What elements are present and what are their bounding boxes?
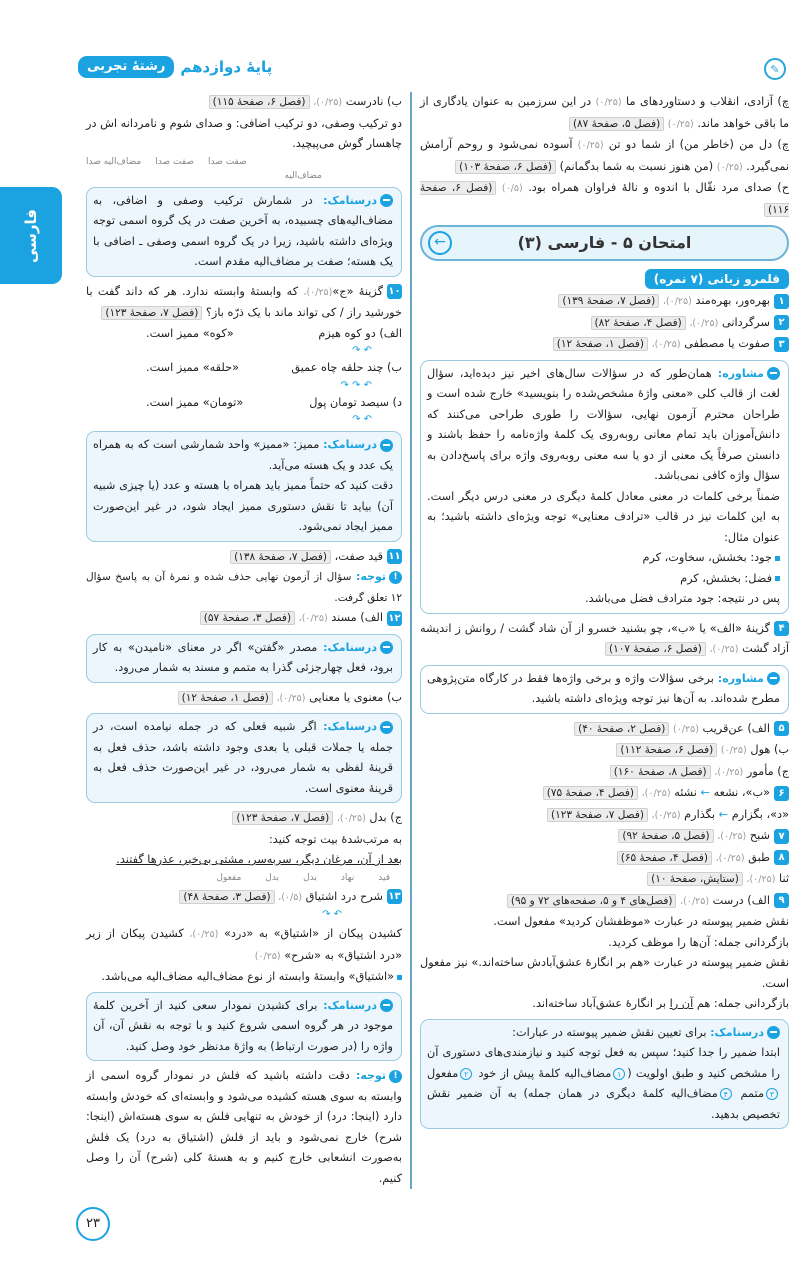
answer-item: ۱بهره‌ور، بهره‌مند (۰/۲۵)، (فصل ۷، صفحهٔ ۱۳۹) [420, 291, 789, 313]
answer-line: چ) دل من (خاطر من) از شما دو تن (۰/۲۵) آسوده نمی‌شود و روحم آرامش نمی‌گیرد. (۰/۲۵) (من هنوز نسبت به شما بدگمانم) (فصل ۶، صفحهٔ ۱۰۳) [420, 138, 790, 173]
speech-bubble-icon [380, 641, 393, 654]
answer-item: ج) مأمور (۰/۲۵)، (فصل ۸، صفحهٔ ۱۶۰) [420, 762, 789, 784]
tip-box: درسنامک: برای کشیدن نمودار سعی کنید از آخرین کلمهٔ موجود در هر گروه اسمی شروع کنید و با توجه به نقش آن، آن واژه را (در صورت ارتباط) به واژهٔ مدنظر خود وصل کنید. [86, 992, 402, 1062]
exam-title: امتحان ۵ - فارسی (۳) [517, 232, 692, 252]
reference: (فصل ۶، صفحهٔ ۱۰۳) [455, 160, 556, 174]
page-header [0, 0, 805, 92]
speech-bubble-icon [380, 439, 393, 452]
answer-item: ۱۲الف) مسند (۰/۲۵)، (فصل ۳، صفحهٔ ۵۷) [86, 608, 402, 630]
field-badge: رشتهٔ تجربی [78, 56, 174, 78]
answer-item: ۱۰گزینهٔ «ج»(۰/۲۵)، که وابستهٔ وابسته ندارد. هر که داند گفت با خورشید راز / کی تواند ماند با یک ذرّه باز؟ (فصل ۷، صفحهٔ ۱۲۳) [86, 284, 402, 319]
answer-item: ثنا (۰/۲۵)، (ستایش، صفحهٔ ۱۰) [420, 869, 789, 891]
speech-bubble-icon [380, 194, 393, 207]
answer-line: ح) صدای مرد نقّال با اندوه و نالهٔ فراوان همراه بود. (۰/۵) (فصل ۶، صفحهٔ ۱۱۶) [420, 181, 790, 216]
verse: بعد از آن، مرغان دیگر، سربه‌سر، مشتی بی‌خبر، عذرها گفتند. [116, 853, 402, 866]
section-title: قلمرو زبانی (۷ نمره) [645, 269, 789, 289]
answer-item: ۴گزینهٔ «الف» یا «ب»، چو بشنید خسرو از آن شاد گشت / روانش ز اندیشه آزاد گشت (۰/۲۵)، (فصل ۶، صفحهٔ ۱۰۷) [420, 621, 789, 655]
tip-box: درسنامک: برای تعیین نقش ضمیر پیوسته در عبارات: ابتدا ضمیر را جدا کنید؛ سپس به فعل توجه کنید و نیازمندی‌های دستوری آن را مشخص کنید و طبق اولویت (۱مضاف‌الیه کلمهٔ پیش از خود ۲مفعول ۳متمم ۴مضاف‌الیه کلمهٔ دیگری در همان جمله) به آن ضمیر نقش تخصیص بدهید. [420, 1019, 789, 1130]
answer-item: ج) بدل (۰/۲۵)، (فصل ۷، صفحهٔ ۱۲۳) [86, 808, 402, 830]
answer-item: ۶«ب»، نشعه ← نشئه (۰/۲۵)، (فصل ۴، صفحهٔ ۷۵) [420, 783, 789, 805]
curved-arrows-icon: ↶ ↷ [322, 909, 342, 920]
speech-bubble-icon [767, 672, 780, 685]
answer-item: ۹الف) درست (۰/۲۵)، (فصل‌های ۴ و ۵، صفحه‌های ۷۲ و ۹۵) [420, 891, 789, 913]
answer-line: چ) آزادی، انقلاب و دستاوردهای ما (۰/۲۵) در این سرزمین به عنوان یادگاری از ما باقی خواهد ماند. (۰/۲۵) (فصل ۵، صفحهٔ ۸۷) [420, 95, 790, 130]
columns [0, 92, 805, 1189]
example-line: ب) چند حلقه چاه عمیق «حلقه» ممیز است. [146, 361, 402, 374]
annotation-row: مضاف‌الیه [284, 170, 322, 181]
answer-item: «د»، بگزارم ← بگذارم (۰/۲۵)، (فصل ۷، صفحهٔ ۱۲۳) [420, 805, 789, 827]
tip-box: درسنامک: مصدر «گفتن» اگر در معنای «نامیدن» به کار برود، فعل چهارجزئی گذرا به متمم و مسند به شمار می‌رود. [86, 634, 402, 683]
page-footer [0, 1199, 805, 1269]
curved-arrows-icon: ↶ ↷ ↷ [340, 379, 372, 391]
speech-bubble-icon [380, 721, 393, 734]
bullet-square-icon [775, 556, 780, 561]
column-divider [410, 92, 412, 1189]
exclamation-icon: ! [389, 571, 402, 584]
advice-box: مشاوره: برخی سؤالات واژه و برخی واژه‌ها فقط در کارگاه متن‌پژوهی مطرح شده‌اند. به آن‌ها نیز توجه ویژه‌ای داشته باشید. [420, 665, 789, 714]
curved-arrows-icon: ↶ ↷ [352, 414, 372, 425]
bullet-square-icon [775, 576, 780, 581]
speech-bubble-icon [767, 1026, 780, 1039]
speech-bubble-icon [767, 367, 780, 380]
answer-item: ب) معنوی یا معنایی (۰/۲۵)، (فصل ۱، صفحهٔ ۱۲) [86, 688, 402, 710]
example-line: د) سیصد تومان پول «تومان» ممیز است. [146, 395, 402, 409]
grammar-roles: قید نهاد بدل بدل مفعول [216, 872, 390, 883]
left-column: ب) نادرست (۰/۲۵)، (فصل ۶، صفحهٔ ۱۱۵) دو ترکیب وصفی، دو ترکیب اضافی: و صدای شوم و نامردانه اش در چاهسار گوش می‌پیچید. صفت صدا صفت صدا مضاف‌الیه صدا مضاف‌الیه درسنامک: در شمارش ترکیب وصفی و اضافی، به مضاف‌الیه‌های چسبیده، به آخرین صفت در یک گروه اسمی توجه ویژه‌ای داشته باشید، زیرا در یک گروه اسمی وصفی ـ اضافی با یک هسته؛ صفت بر مضاف‌الیه مقدم است. ۱۰گزینهٔ «ج»(۰/۲۵)، که وابستهٔ وابسته ندارد. هر که داند گفت با خورشید راز / کی تواند ماند با یک ذرّه باز؟ (فصل ۷، صفحهٔ ۱۲۳) الف) دو کوه هیزم «کوه» ممیز است. ↶ ↷ ب) چند حلقه چاه عمیق «حلقه» ممیز است. ↶ ↷ ↷ د) سیصد تومان پول «تومان» ممیز است. ↶ ↷ درسنامک: ممیز: «ممیز» واحد شمارشی است که به همراه یک عدد و یک هسته می‌آید. دقت کنید که حتماً ممیز باید همراه با هسته و عدد (یا چیزی شبیه آن) بیاید تا نقش دستوری ممیز ایجاد شود، در غیر این‌صورت ممیز ایجاد نمی‌شود. ۱۱قید صفت، (فصل ۷، صفحهٔ ۱۳۸) !توجه: سؤال از آزمون نهایی حذف شده و نمرهٔ آن به پاسخ سؤال ۱۲ تعلق گرفت. ۱۲الف) مسند (۰/۲۵)، (فصل ۳، صفحهٔ ۵۷) درسنامک: مصدر «گفتن» اگر در معنای «نامیدن» به کار برود، فعل چهارجزئی گذرا به متمم و مسند به شمار می‌رود. ب) معنوی یا معنایی (۰/۲۵)، (فصل ۱، صفحهٔ ۱۲) درسنامک: اگر شبیه فعلی که در جمله نیامده است، در جمله یا جملات قبلی یا بعدی وجود داشته باشد، حذف فعل به قرینهٔ لفظی به شمار می‌رود، در غیر این‌صورت حذف فعل به قرینهٔ معنوی است. ج) بدل (۰/۲۵)، (فصل ۷، صفحهٔ ۱۲۳) به مرتب‌شدهٔ بیت توجه کنید: بعد از آن، مرغان دیگر، سربه‌سر، مشتی بی‌خبر، عذرها گفتند. قید نهاد بدل بدل مفعول ۱۳شرح درد اشتیاق (۰/۵)، (فصل ۳، صفحهٔ ۴۸) ↶ ↷ کشیدن پیکان از «اشتیاق» به «درد» (۰/۲۵)، کشیدن پیکان از زیر «درد اشتیاق» به «شرح» (۰/۲۵) «اشتیاق» وابستهٔ وابسته از نوع مضاف‌الیه مضاف‌الیه می‌باشد. درسنامک: برای کشیدن نمودار سعی کنید از آخرین کلمهٔ موجود در هر گروه اسمی شروع کنید و با توجه به نقش آن، آن واژه را (در صورت ارتباط) به واژهٔ مدنظر خود وصل کنید. !توجه: دقت داشته باشید که فلش در نمودار گروه اسمی از وابسته به سوی هسته کشیده می‌شود و وابسته‌ای که خودش وابسته دارد (اینجا: درد) از خودش به تنهایی فلش به سوی هسته‌اش (اینجا: شرح) خارج نمی‌شود و باید از فلش (اشتیاق به درد) یک فلش به‌صورت انشعابی خارج کنیم و به هستهٔ کلی (شرح) آن را وصل کنیم. [86, 92, 402, 1189]
exclamation-icon: ! [389, 1070, 402, 1083]
answer-item: ۵الف) عن‌قریب (۰/۲۵) (فصل ۲، صفحهٔ ۴۰) [420, 719, 789, 741]
speech-bubble-icon [380, 999, 393, 1012]
bullet-square-icon [397, 975, 402, 980]
curved-arrows-icon: ↶ ↷ [352, 345, 372, 356]
tip-box: درسنامک: در شمارش ترکیب وصفی و اضافی، به مضاف‌الیه‌های چسبیده، به آخرین صفت در یک گروه اسمی توجه ویژه‌ای داشته باشید، زیرا در یک گروه اسمی وصفی ـ اضافی با یک هسته؛ صفت بر مضاف‌الیه مقدم است. [86, 187, 402, 277]
answer-item: ۸طبق (۰/۲۵)، (فصل ۴، صفحهٔ ۶۵) [420, 848, 789, 870]
arrow-icon: ← [700, 786, 710, 799]
reference: (فصل ۵، صفحهٔ ۸۷) [569, 117, 664, 131]
reference: (فصل ۶، صفحهٔ ۱۱۶) [420, 182, 789, 216]
arrow-icon: ← [718, 807, 729, 821]
answer-item: ۱۳شرح درد اشتیاق (۰/۵)، (فصل ۳، صفحهٔ ۴۸) [86, 887, 402, 909]
right-column: چ) آزادی، انقلاب و دستاوردهای ما (۰/۲۵) در این سرزمین به عنوان یادگاری از ما باقی خواهد ماند. (۰/۲۵) (فصل ۵، صفحهٔ ۸۷) چ) دل من (خاطر من) از شما دو تن (۰/۲۵) آسوده نمی‌شود و روحم آرامش نمی‌گیرد. (۰/۲۵) (من هنوز نسبت به شما بدگمانم) (فصل ۶، صفحهٔ ۱۰۳) ح) صدای مرد نقّال با اندوه و نالهٔ فراوان همراه بود. (۰/۵) (فصل ۶، صفحهٔ ۱۱۶) امتحان ۵ - فارسی (۳) ← قلمرو زبانی (۷ نمره) ۱بهره‌ور، بهره‌مند (۰/۲۵)، (فصل ۷، صفحهٔ ۱۳۹) ۲سرگردانی (۰/۲۵)، (فصل ۴، صفحهٔ ۸۲) ۳صفوت یا مصطفی (۰/۲۵)، (فصل ۱، صفحهٔ ۱۲) مشاوره: همان‌طور که در سؤالات سال‌های اخیر نیز دیده‌اید، سؤال لغت از قالب کلی «معنی واژهٔ مشخص‌شده را بنویسید» خارج شده است و طراحان محترم آزمون نهایی، سؤالات را طوری طراحی می‌کنند که دانش‌آموزان باید تمام معانی روبه‌روی یک کلمهٔ واژه‌نامه را حفظ باشند و دانستن صرفاً یک معنی از دو یا سه معنی روبه‌روی واژه برای پاسخ‌دادن به سؤال واژه کافی نمی‌باشد. ضمناً برخی کلمات در معنی معادل کلمهٔ دیگری در معنی درس دیگر است. به این کلمات نیز در قالب «ترادف معنایی» توجه ویژه‌ای داشته باشید؛ به عنوان مثال: جود: بخشش، سخاوت، کرم فضل: بخشش، کرم پس در نتیجه: جود مترادف فضل می‌باشد. ۴گزینهٔ «الف» یا «ب»، چو بشنید خسرو از آن شاد گشت / روانش ز اندیشه آزاد گشت (۰/۲۵)، (فصل ۶، صفحهٔ ۱۰۷) مشاوره: برخی سؤالات واژه و برخی واژه‌ها فقط در کارگاه متن‌پژوهی مطرح شده‌اند. به آن‌ها نیز توجه ویژه‌ای داشته باشید. ۵الف) عن‌قریب (۰/۲۵) (فصل ۲، صفحهٔ ۴۰) ب) هول (۰/۲۵) (فصل ۶، صفحهٔ ۱۱۲) ج) مأمور (۰/۲۵)، (فصل ۸، صفحهٔ ۱۶۰) ۶«ب»، نشعه ← نشئه (۰/۲۵)، (فصل ۴، صفحهٔ ۷۵) «د»، بگزارم ← بگذارم (۰/۲۵)، (فصل ۷، صفحهٔ ۱۲۳) ۷شبح (۰/۲۵)، (فصل ۵، صفحهٔ ۹۲) ۸طبق (۰/۲۵)، (فصل ۴، صفحهٔ ۶۵) ثنا (۰/۲۵)، (ستایش، صفحهٔ ۱۰) ۹الف) درست (۰/۲۵)، (فصل‌های ۴ و ۵، صفحه‌های ۷۲ و ۹۵) نقش ضمیر پیوسته در عبارت «موظفشان کردید» مفعول است. بازگردانی جمله: آن‌ها را موظف کردید. نقش ضمیر پیوسته در عبارت «هم بر انگارهٔ عشق‌آبادش ساخته‌اند.» نیز مفعول است. بازگردانی جمله: هم آن را بر انگارهٔ عشق‌آباد ساخته‌اند. درسنامک: برای تعیین نقش ضمیر پیوسته در عبارات: ابتدا ضمیر را جدا کنید؛ سپس به فعل توجه کنید و نیازمندی‌های دستوری آن را مشخص کنید و طبق اولویت (۱مضاف‌الیه کلمهٔ پیش از خود ۲مفعول ۳متمم ۴مضاف‌الیه کلمهٔ دیگری در همان جمله) به آن ضمیر نقش تخصیص بدهید. [412, 92, 789, 1189]
answer-item: ۷شبح (۰/۲۵)، (فصل ۵، صفحهٔ ۹۲) [420, 826, 789, 848]
answer-item: ۲سرگردانی (۰/۲۵)، (فصل ۴، صفحهٔ ۸۲) [420, 313, 789, 335]
stopwatch-pencil-icon: ✎ [764, 58, 786, 80]
tip-box: درسنامک: ممیز: «ممیز» واحد شمارشی است که به همراه یک عدد و یک هسته می‌آید. دقت کنید که حتماً ممیز باید همراه با هسته و عدد (یا چیزی شبیه آن) بیاید تا نقش دستوری ممیز ایجاد شود، در غیر این‌صورت ممیز ایجاد نمی‌شود. [86, 431, 402, 542]
subject-tab-label: فارسی [22, 208, 40, 263]
note: !توجه: دقت داشته باشید که فلش در نمودار گروه اسمی از وابسته به سوی هسته کشیده می‌شود و وابسته‌ای که خودش وابسته دارد (اینجا: درد) از خودش به تنهایی فلش به سوی هسته‌اش (اینجا: شرح) خارج نمی‌شود و باید از فلش (اشتیاق به درد) یک فلش به‌صورت انشعابی خارج کنیم و به هستهٔ کلی (شرح) آن را وصل کنیم. [86, 1069, 402, 1185]
exam-banner [420, 225, 789, 261]
advice-box: مشاوره: همان‌طور که در سؤالات سال‌های اخیر نیز دیده‌اید، سؤال لغت از قالب کلی «معنی واژهٔ مشخص‌شده را بنویسید» خارج شده است و طراحان محترم آزمون نهایی، سؤالات را طوری طراحی می‌کنند که دانش‌آموزان باید تمام معانی روبه‌روی یک کلمهٔ واژه‌نامه را حفظ باشند و دانستن صرفاً یک معنی از دو یا سه معنی روبه‌روی واژه برای پاسخ‌دادن به سؤال واژه کافی نمی‌باشد. ضمناً برخی کلمات در معنی معادل کلمهٔ دیگری در معنی درس دیگر است. به این کلمات نیز در قالب «ترادف معنایی» توجه ویژه‌ای داشته باشید؛ به عنوان مثال: جود: بخشش، سخاوت، کرم فضل: بخشش، کرم پس در نتیجه: جود مترادف فضل می‌باشد. [420, 360, 789, 614]
grade-label: پایهٔ دوازدهم [180, 58, 273, 76]
arrow-left-icon: ← [428, 231, 452, 255]
tip-box: درسنامک: اگر شبیه فعلی که در جمله نیامده است، در جمله یا جملات قبلی یا بعدی وجود داشته باشد، حذف فعل به قرینهٔ لفظی به شمار می‌رود، در غیر این‌صورت حذف فعل به قرینهٔ معنوی است. [86, 713, 402, 803]
page-number: ۲۳ [76, 1207, 110, 1241]
answer-item: ب) هول (۰/۲۵) (فصل ۶، صفحهٔ ۱۱۲) [420, 740, 789, 762]
annotation-row: صفت صدا صفت صدا مضاف‌الیه صدا [86, 156, 247, 167]
answer-line: ب) نادرست (۰/۲۵)، (فصل ۶، صفحهٔ ۱۱۵) [86, 92, 402, 114]
answer-item: ۳صفوت یا مصطفی (۰/۲۵)، (فصل ۱، صفحهٔ ۱۲) [420, 334, 789, 356]
note: !توجه: سؤال از آزمون نهایی حذف شده و نمرهٔ آن به پاسخ سؤال ۱۲ تعلق گرفت. [86, 570, 402, 604]
answer-item: ۱۱قید صفت، (فصل ۷، صفحهٔ ۱۳۸) [86, 547, 402, 568]
book-header [78, 56, 272, 78]
example-line: الف) دو کوه هیزم «کوه» ممیز است. [146, 326, 402, 340]
